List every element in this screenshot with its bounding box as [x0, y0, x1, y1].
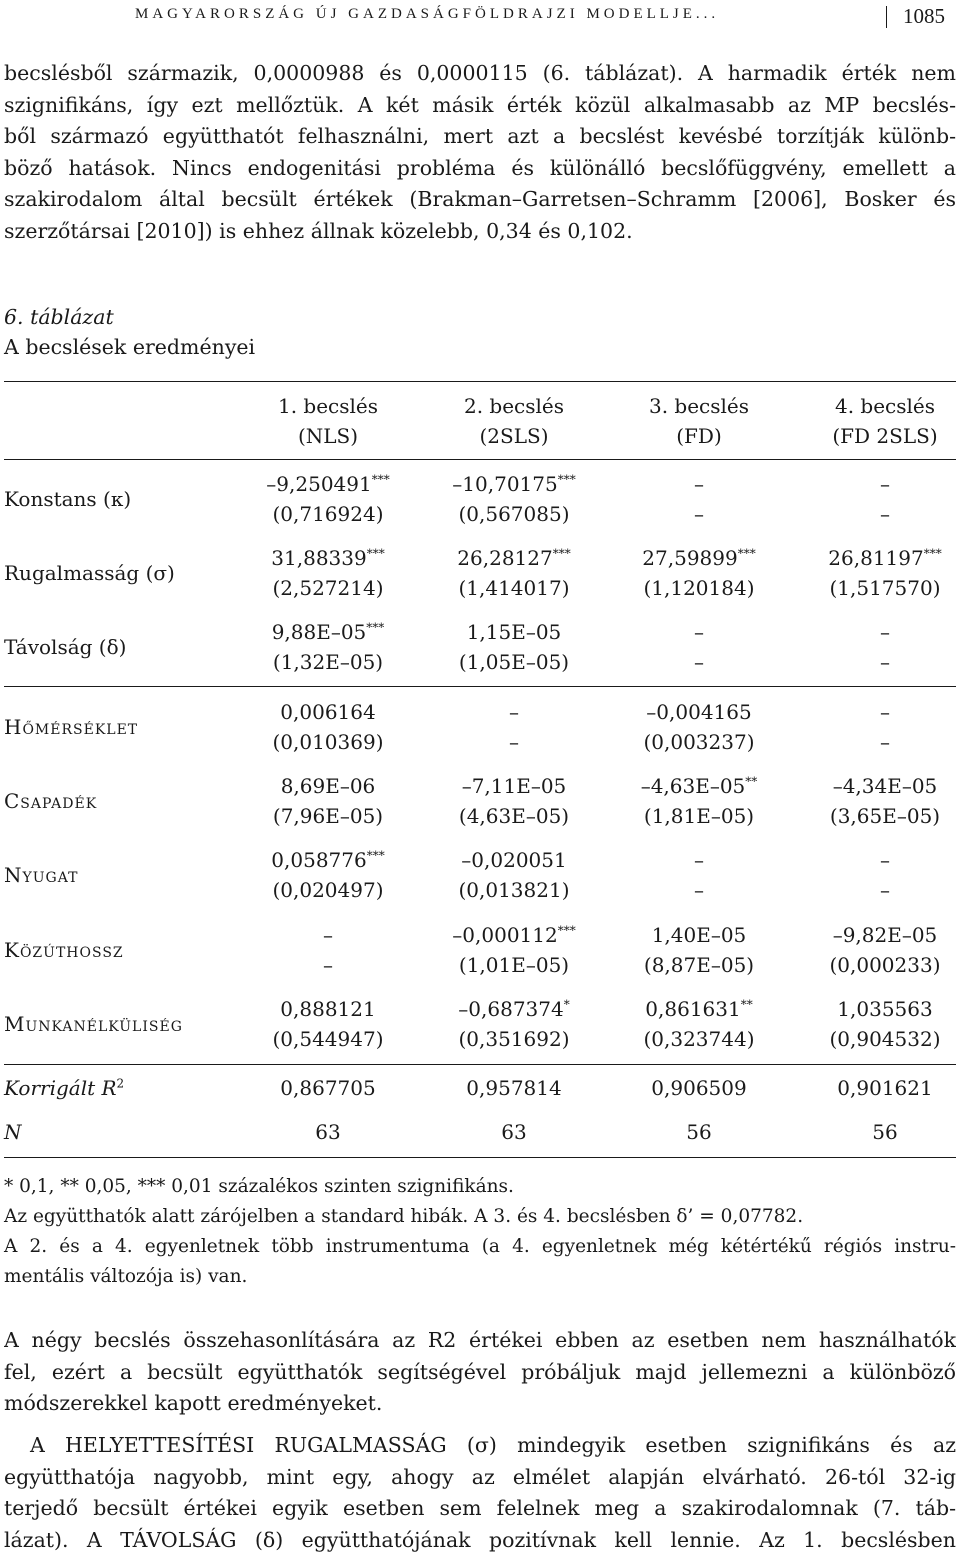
coef-cell: 26,81197***: [828, 546, 942, 570]
page-number: 1085: [903, 4, 945, 28]
table-number: 6. táblázat: [4, 305, 114, 329]
coef-cell: –: [694, 472, 704, 496]
se-cell: (7,96E–05): [272, 804, 384, 828]
table-caption: [4, 302, 255, 362]
se-cell: –: [694, 878, 704, 902]
se-cell: (0,323744): [643, 1027, 755, 1051]
se-cell: (0,000233): [829, 953, 941, 977]
column-method: (2SLS): [479, 424, 549, 448]
column-header: 2. becslés: [463, 394, 565, 418]
table-stats-rule: [4, 1064, 956, 1065]
se-cell: (0,020497): [272, 878, 384, 902]
coef-cell: –0,020051: [461, 848, 567, 872]
coef-cell: 26,28127***: [457, 546, 571, 570]
column-method: (NLS): [297, 424, 359, 448]
se-cell: (3,65E–05): [829, 804, 941, 828]
n-value: 63: [501, 1120, 527, 1144]
coef-cell: –: [880, 700, 890, 724]
se-cell: (1,120184): [643, 576, 755, 600]
column-method: (FD 2SLS): [832, 424, 938, 448]
note-line: mentális változója is) van.: [4, 1266, 248, 1287]
column-method: (FD): [676, 424, 722, 448]
se-cell: –: [880, 730, 890, 754]
coef-cell: –0,687374*: [458, 997, 570, 1021]
n-label: N: [4, 1120, 22, 1144]
se-cell: –: [323, 953, 333, 977]
row-label: Távolság (δ): [4, 635, 127, 659]
body-line: fel, ezért a becsült együtthatók segítségével próbáljuk majd jellemezni a különböző: [4, 1359, 956, 1384]
intro-line: ből származó együtthatót felhasználni, mert azt a becslést kevésbé torzítják különb-: [4, 124, 956, 148]
se-cell: –: [509, 730, 519, 754]
body-line: terjedő becsült értékei egyik esetben sem felelnek meg a szakirodalomnak (7. táb-: [4, 1496, 956, 1520]
se-cell: (1,32E–05): [272, 650, 384, 674]
se-cell: (1,517570): [829, 576, 941, 600]
se-cell: (0,716924): [272, 502, 384, 526]
table-mid-rule: [4, 686, 956, 687]
running-header: [0, 4, 960, 28]
coef-cell: 1,40E–05: [651, 923, 747, 947]
coef-cell: 0,006164: [280, 700, 376, 724]
intro-line: becslésből származik, 0,0000988 és 0,0000115 (6. táblázat). A harmadik érték nem: [4, 61, 956, 85]
header-divider: [886, 6, 887, 28]
table-header-rule: [4, 459, 956, 460]
coef-cell: 9,88E–05***: [271, 620, 385, 644]
coef-cell: 31,88339***: [271, 546, 385, 570]
n-value: 56: [686, 1120, 712, 1144]
table-notes: [4, 1172, 956, 1292]
body-line: együtthatója nagyobb, mint egy, ahogy az elmélet alapján elvárható. 26-tól 32-ig: [4, 1464, 956, 1489]
coef-cell: –7,11E–05: [461, 774, 567, 798]
table-title: A becslések eredményei: [4, 335, 256, 359]
coef-cell: –: [323, 923, 333, 947]
r2-value: 0,906509: [651, 1076, 747, 1100]
coef-cell: –9,82E–05: [832, 923, 938, 947]
coef-cell: –0,000112***: [452, 923, 576, 947]
intro-line: böző hatások. Nincs endogenitási probléma és különálló becslőfüggvény, emellett a: [4, 155, 956, 180]
coef-cell: –10,70175***: [452, 472, 576, 496]
row-label: Nyugat: [4, 863, 79, 887]
body-line: lázat). A TÁVOLSÁG (δ) együtthatójának pozitívnak kell lennie. Az 1. becslésben: [4, 1527, 956, 1552]
body-line: A négy becslés összehasonlítására az R2 értékei ebben az esetben nem használhatók: [4, 1328, 956, 1352]
coef-cell: –: [880, 848, 890, 872]
row-label: Rugalmasság (σ): [4, 561, 175, 585]
se-cell: (0,010369): [272, 730, 384, 754]
body-line: módszerekkel kapott eredményeket.: [4, 1391, 383, 1415]
coef-cell: 8,69E–06: [280, 774, 376, 798]
coef-cell: –0,004165: [646, 700, 752, 724]
r2-value: 0,957814: [466, 1076, 562, 1100]
coef-cell: –: [880, 620, 890, 644]
coef-cell: 0,861631**: [645, 997, 753, 1021]
coef-cell: 1,035563: [837, 997, 933, 1021]
coef-cell: –: [694, 848, 704, 872]
intro-line: szignifikáns, így ezt mellőztük. A két másik érték közül alkalmasabb az MP becslés-: [4, 92, 956, 117]
note-line: A 2. és a 4. egyenletnek több instrumentuma (a 4. egyenletnek még kétértékű régiós instru-: [4, 1236, 956, 1257]
r2-value: 0,867705: [280, 1076, 376, 1100]
se-cell: (0,003237): [643, 730, 755, 754]
column-header: 4. becslés: [834, 394, 936, 418]
se-cell: –: [880, 650, 890, 674]
se-cell: –: [880, 878, 890, 902]
intro-paragraph: [4, 58, 956, 247]
row-label: Csapadék: [4, 789, 98, 813]
se-cell: –: [694, 502, 704, 526]
running-title: MAGYARORSZÁG ÚJ GAZDASÁGFÖLDRAJZI MODELLJE...: [135, 6, 720, 22]
coef-cell: –: [509, 700, 519, 724]
coef-cell: –9,250491***: [266, 472, 390, 496]
se-cell: (8,87E–05): [643, 953, 755, 977]
se-cell: (0,567085): [458, 502, 570, 526]
body-paragraph: [4, 1430, 956, 1556]
row-label: Konstans (κ): [4, 487, 132, 511]
coef-cell: –: [880, 472, 890, 496]
column-header: 3. becslés: [648, 394, 750, 418]
n-value: 63: [315, 1120, 341, 1144]
coef-cell: –: [694, 620, 704, 644]
column-header: 1. becslés: [277, 394, 379, 418]
se-cell: (0,544947): [272, 1027, 384, 1051]
row-label: Hőmérséklet: [4, 715, 139, 739]
se-cell: (4,63E–05): [458, 804, 570, 828]
intro-line: szakirodalom által becsült értékek (Brakman–Garretsen–Schramm [2006], Bosker és: [4, 187, 956, 211]
se-cell: (1,414017): [458, 576, 570, 600]
se-cell: –: [880, 502, 890, 526]
intro-line: szerzőtársai [2010]) is ehhez állnak közelebb, 0,34 és 0,102.: [4, 218, 633, 243]
coef-cell: 0,888121: [280, 997, 376, 1021]
body-line: A HELYETTESÍTÉSI RUGALMASSÁG (σ) mindegyik esetben szignifikáns és az: [30, 1433, 956, 1457]
coef-cell: 1,15E–05: [466, 620, 562, 644]
se-cell: (0,904532): [829, 1027, 941, 1051]
body-paragraph: [4, 1325, 956, 1420]
table-bottom-rule: [4, 1157, 956, 1158]
coef-cell: 27,59899***: [642, 546, 756, 570]
se-cell: (1,01E–05): [458, 953, 570, 977]
se-cell: (1,05E–05): [458, 650, 570, 674]
row-label: Munkanélküliség: [4, 1012, 183, 1036]
se-cell: –: [694, 650, 704, 674]
note-line: * 0,1, ** 0,05, *** 0,01 százalékos szinten szignifikáns.: [4, 1176, 514, 1197]
r2-value: 0,901621: [837, 1076, 933, 1100]
se-cell: (2,527214): [272, 576, 384, 600]
se-cell: (1,81E–05): [643, 804, 755, 828]
row-label: Közúthossz: [4, 938, 124, 962]
coef-cell: –4,34E–05: [832, 774, 938, 798]
coef-cell: –4,63E–05**: [640, 774, 758, 798]
se-cell: (0,013821): [458, 878, 570, 902]
r2-label: Korrigált $R^2$: [4, 1076, 125, 1100]
note-line: Az együtthatók alatt zárójelben a standard hibák. A 3. és 4. becslésben δ’ = 0,07782.: [4, 1206, 804, 1227]
se-cell: (0,351692): [458, 1027, 570, 1051]
coef-cell: 0,058776***: [271, 848, 385, 872]
n-value: 56: [872, 1120, 898, 1144]
table-top-rule: [4, 381, 956, 382]
